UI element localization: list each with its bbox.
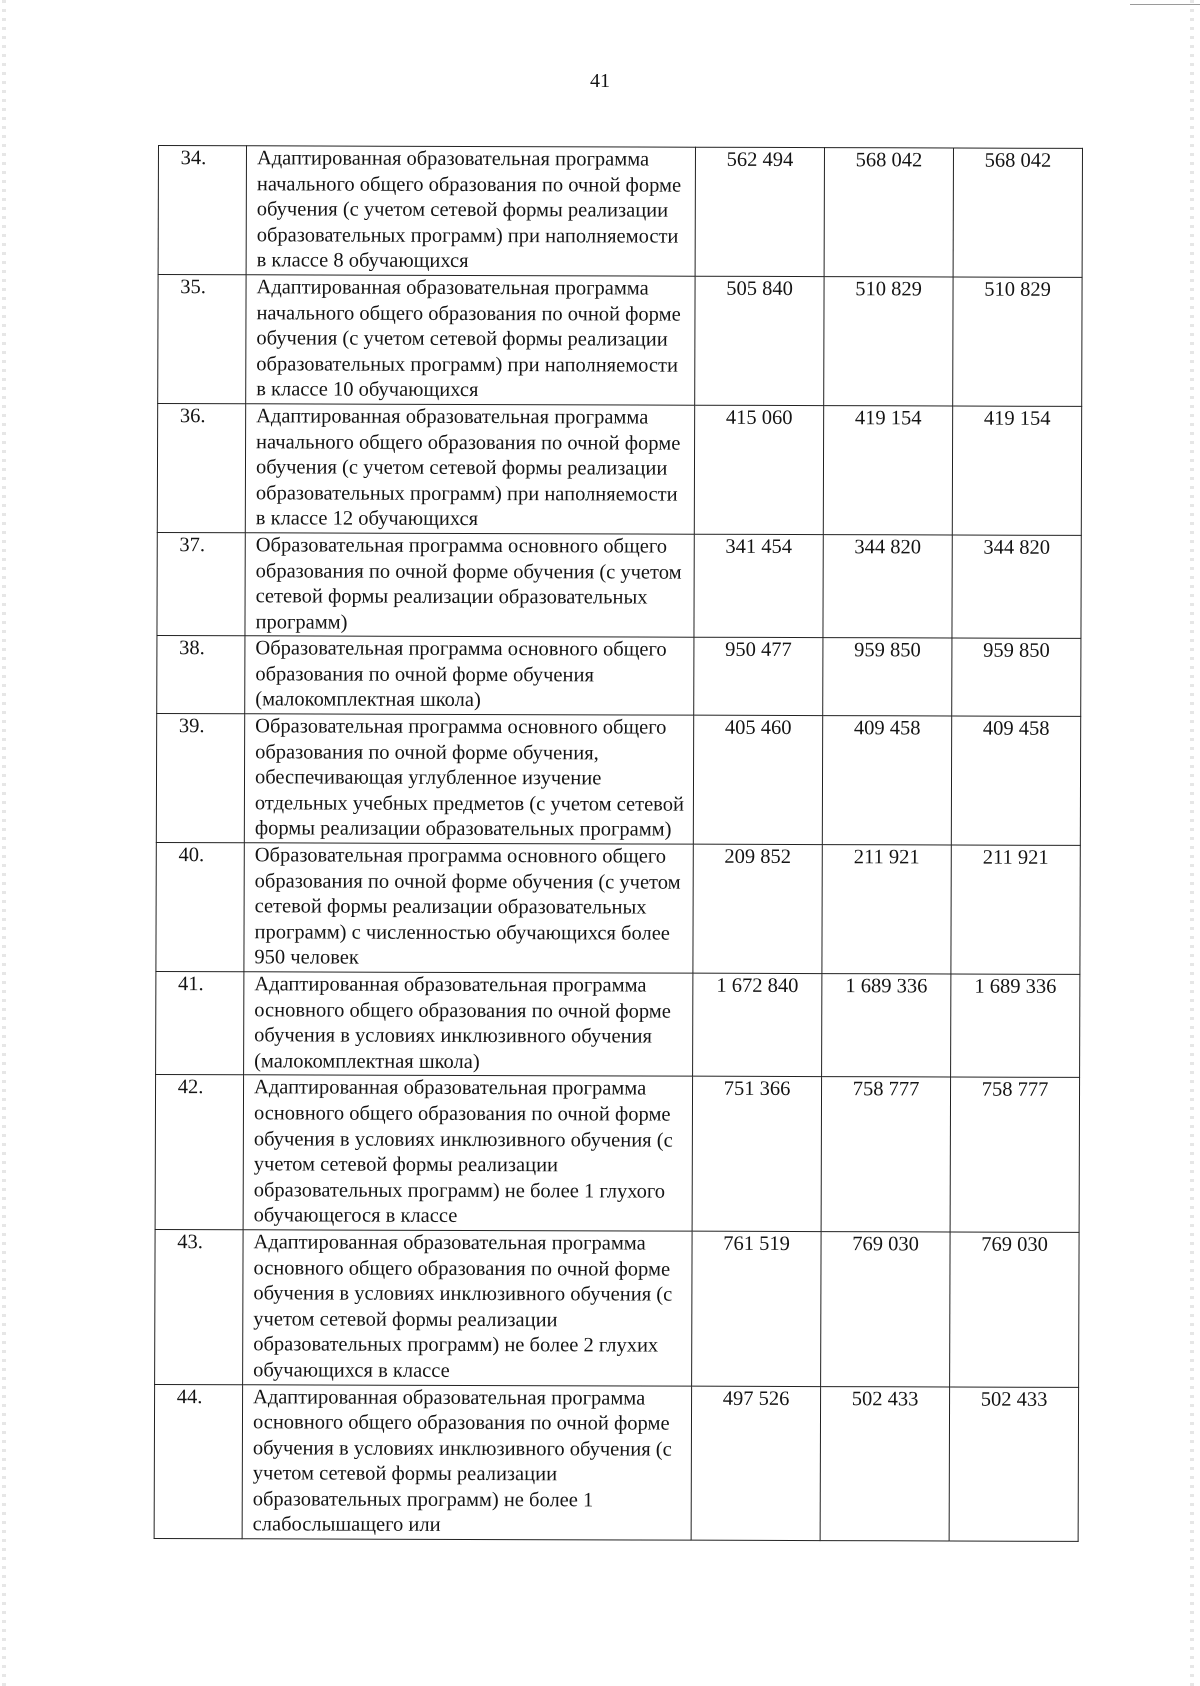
- value-column-1: 505 840: [695, 276, 824, 405]
- program-description: Образовательная программа основного общего образования по очной форме обучения (с учетом сетевой формы реализации образовательных программ): [245, 533, 694, 638]
- row-number: 41.: [156, 971, 244, 1075]
- value-column-3: 959 850: [952, 638, 1081, 716]
- value-column-2: 502 433: [820, 1386, 949, 1541]
- row-number: 37.: [157, 532, 245, 636]
- value-column-2: 1 689 336: [822, 974, 951, 1078]
- table-row: [156, 843, 1080, 975]
- program-description: Образовательная программа основного общего образования по очной форме обучения (с учетом сетевой формы реализации образовательных программ) с численностью обучающихся более 950 человек: [244, 843, 693, 973]
- value-column-3: 409 458: [951, 716, 1080, 845]
- value-column-1: 497 526: [691, 1386, 820, 1541]
- program-description: Адаптированная образовательная программа основного общего образования по очной форме обучения в условиях инклюзивного обучения (с учетом сетевой формы реализации образовательных программ) не более 1 глухого обучающегося в классе: [243, 1075, 692, 1231]
- value-column-2: 344 820: [823, 534, 952, 638]
- scan-left-edge: [2, 0, 6, 1686]
- funding-table: [154, 145, 1083, 1542]
- value-column-1: 562 494: [695, 147, 824, 276]
- value-column-3: 1 689 336: [951, 974, 1080, 1078]
- value-column-3: 344 820: [952, 535, 1081, 639]
- table-row: [155, 1075, 1079, 1232]
- program-description: Адаптированная образовательная программа начального общего образования по очной форме обучения (с учетом сетевой формы реализации образовательных программ) при наполняемости в классе 12 обучающихся: [245, 404, 694, 534]
- row-number: 36.: [157, 403, 245, 532]
- value-column-2: 409 458: [822, 716, 951, 845]
- page-number: 41: [590, 70, 610, 92]
- program-description: Адаптированная образовательная программа основного общего образования по очной форме обучения в условиях инклюзивного обучения (с учетом сетевой формы реализации образовательных программ) не более 2 глухих обучающихся в классе: [243, 1230, 692, 1386]
- row-number: 35.: [158, 274, 246, 403]
- value-column-2: 568 042: [824, 148, 953, 277]
- value-column-1: 415 060: [694, 405, 823, 534]
- table-row: [156, 971, 1080, 1077]
- value-column-2: 510 829: [824, 277, 953, 406]
- value-column-1: 209 852: [693, 844, 822, 973]
- row-number: 43.: [155, 1229, 243, 1384]
- table-row: [158, 146, 1082, 278]
- value-column-1: 341 454: [694, 534, 823, 638]
- row-number: 38.: [157, 636, 245, 714]
- value-column-3: 419 154: [952, 406, 1081, 535]
- scan-right-edge: [1190, 0, 1194, 1686]
- value-column-1: 761 519: [692, 1231, 821, 1386]
- table-row: [157, 636, 1081, 717]
- program-description: Образовательная программа основного общего образования по очной форме обучения (малокомплектная школа): [245, 636, 694, 715]
- row-number: 39.: [156, 714, 244, 843]
- program-description: Адаптированная образовательная программа начального общего образования по очной форме обучения (с учетом сетевой формы реализации образовательных программ) при наполняемости в классе 10 обучающихся: [246, 275, 695, 405]
- value-column-1: 950 477: [694, 637, 823, 715]
- program-description: Образовательная программа основного общего образования по очной форме обучения, обеспечивающая углубленное изучение отдельных учебных предметов (с учетом сетевой формы реализации образовательных программ): [244, 714, 693, 844]
- value-column-2: 419 154: [823, 406, 952, 535]
- program-description: Адаптированная образовательная программа основного общего образования по очной форме обучения в условиях инклюзивного обучения (с учетом сетевой формы реализации образовательных программ) не более 1 слабослышащего или: [242, 1384, 691, 1540]
- value-column-3: 769 030: [950, 1232, 1079, 1387]
- value-column-1: 405 460: [693, 715, 822, 844]
- value-column-3: 758 777: [950, 1077, 1079, 1232]
- value-column-3: 502 433: [949, 1386, 1078, 1541]
- table-row: [157, 403, 1081, 535]
- table-row: [154, 1384, 1078, 1541]
- program-description: Адаптированная образовательная программа основного общего образования по очной форме обучения в условиях инклюзивного обучения (малокомплектная школа): [244, 972, 693, 1077]
- table-row: [157, 532, 1081, 638]
- row-number: 44.: [154, 1384, 242, 1539]
- row-number: 42.: [155, 1075, 243, 1230]
- table-row: [156, 714, 1080, 846]
- value-column-3: 510 829: [953, 277, 1082, 406]
- table-row: [155, 1229, 1079, 1386]
- value-column-2: 211 921: [822, 845, 951, 974]
- table-body: [154, 146, 1082, 1542]
- row-number: 34.: [158, 146, 246, 275]
- program-description: Адаптированная образовательная программа начального общего образования по очной форме обучения (с учетом сетевой формы реализации образовательных программ) при наполняемости в классе 8 обучающихся: [246, 146, 695, 276]
- value-column-1: 1 672 840: [693, 973, 822, 1077]
- value-column-3: 568 042: [953, 148, 1082, 277]
- value-column-2: 769 030: [821, 1232, 950, 1387]
- table-row: [158, 274, 1082, 406]
- scan-corner-mark: [1130, 4, 1200, 5]
- value-column-2: 758 777: [821, 1077, 950, 1232]
- value-column-2: 959 850: [823, 638, 952, 716]
- value-column-1: 751 366: [692, 1077, 821, 1232]
- row-number: 40.: [156, 843, 244, 972]
- value-column-3: 211 921: [951, 845, 1080, 974]
